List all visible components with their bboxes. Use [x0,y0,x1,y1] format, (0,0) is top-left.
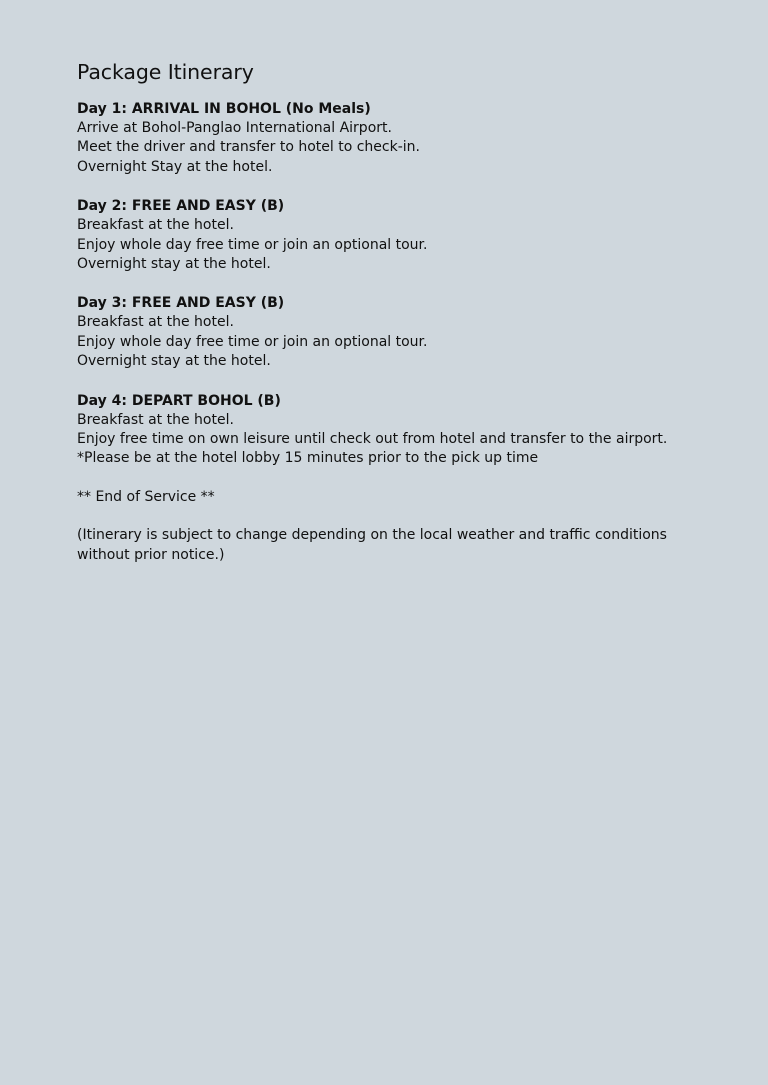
day-4-line-1: Breakfast at the hotel. [77,411,234,428]
day-3-line-3: Overnight stay at the hotel. [77,353,271,370]
day-4-line-2: Enjoy free time on own leisure until check out from hotel and transfer to the airport. [77,431,668,448]
page-title: Package Itinerary [77,60,254,84]
day-3-line-1: Breakfast at the hotel. [77,314,234,331]
end-of-service: ** End of Service ** [77,488,215,505]
day-4-line-3: *Please be at the hotel lobby 15 minutes prior to the pick up time [77,450,539,467]
day-2-heading: Day 2: FREE AND EASY (B) [77,198,285,215]
day-2-line-3: Overnight stay at the hotel. [77,256,271,273]
day-3-heading: Day 3: FREE AND EASY (B) [77,295,285,312]
day-1-heading: Day 1: ARRIVAL IN BOHOL (No Meals) [77,101,371,117]
day-4-heading: Day 4: DEPART BOHOL (B) [77,392,281,409]
day-3-line-2: Enjoy whole day free time or join an optional tour. [77,333,428,350]
day-2-line-2: Enjoy whole day free time or join an optional tour. [77,236,428,253]
day-1-line-2: Meet the driver and transfer to hotel to check-in. [77,139,420,156]
itinerary-note: (Itinerary is subject to change depending on the local weather and traffic conditions without prior notice.) [77,527,667,563]
day-2-section [77,196,708,274]
day-4-section [77,391,708,469]
day-1-section [77,99,708,177]
day-3-section [77,293,708,371]
day-2-line-1: Breakfast at the hotel. [77,217,234,234]
day-1-line-1: Arrive at Bohol-Panglao International Airport. [77,120,392,136]
day-1-line-3: Overnight Stay at the hotel. [77,158,273,175]
